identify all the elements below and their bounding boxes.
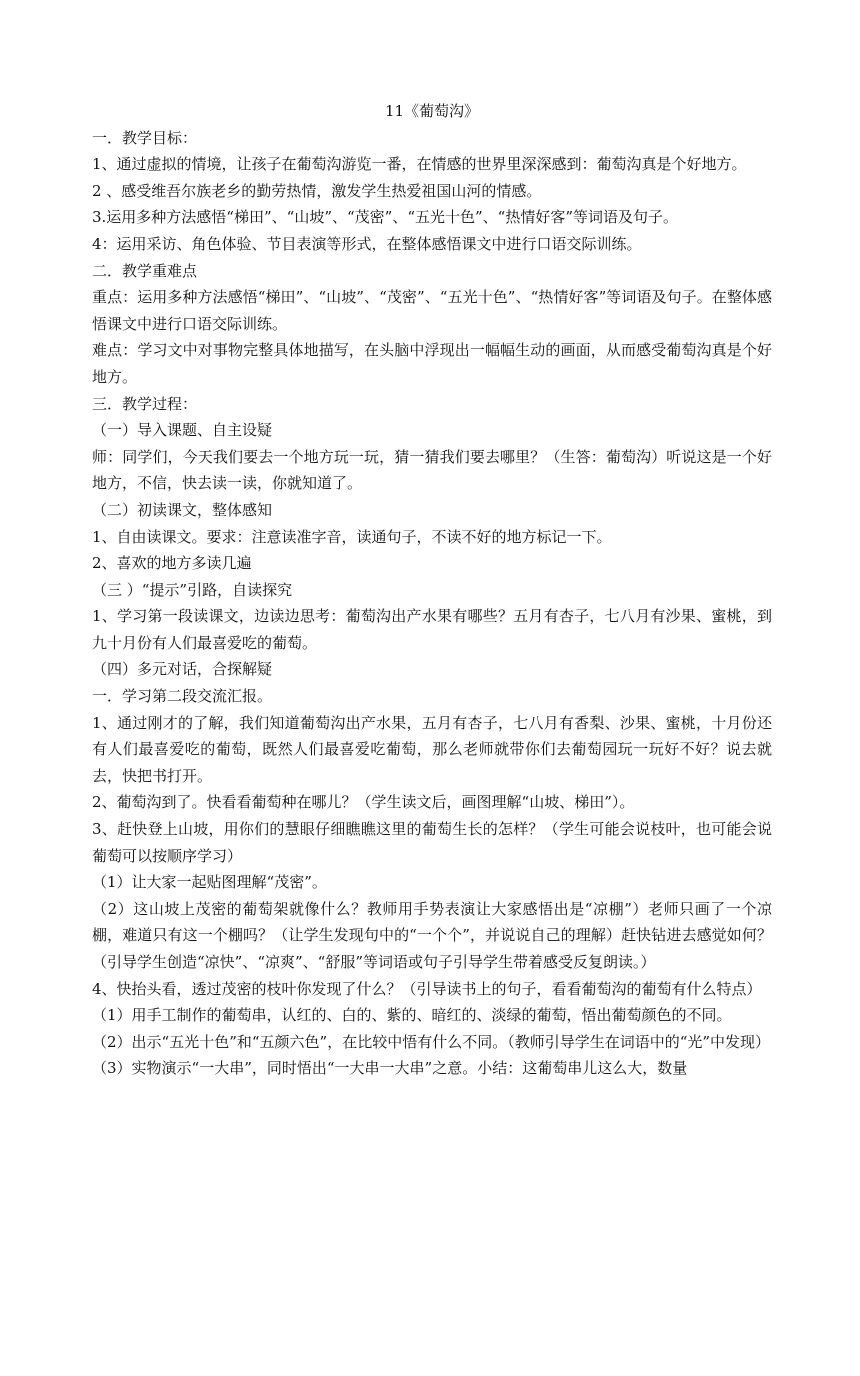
paragraph: 一．教学目标： (92, 128, 198, 147)
paragraph: 3.运用多种方法感悟“梯田”、“山坡”、“茂密”、“五光十色”、“热情好客”等词语及句子。 (92, 208, 678, 227)
paragraph: （2）出示“五光十色”和“五颜六色”，在比较中悟有什么不同。（教师引导学生在词语中的“光”中发现） (92, 1032, 771, 1051)
paragraph: 4：运用采访、角色体验、节目表演等形式，在整体感悟课文中进行口语交际训练。 (92, 234, 642, 253)
document-title: 11《葡萄沟》 (384, 102, 480, 120)
paragraph: 三．教学过程： (92, 394, 198, 413)
paragraph: 2、喜欢的地方多读几遍 (92, 554, 252, 573)
document-page (92, 98, 772, 1082)
paragraph: 一．学习第二段交流汇报。 (92, 687, 273, 706)
paragraph: （1）用手工制作的葡萄串，认红的、白的、紫的、暗红的、淡绿的葡萄，悟出葡萄颜色的不同。 (92, 1006, 732, 1025)
paragraph: 1、自由读课文。要求：注意读准字音，读通句子，不读不好的地方标记一下。 (92, 527, 612, 546)
paragraph: 二．教学重难点 (92, 261, 198, 280)
paragraph: 3、赶快登上山坡，用你们的慧眼仔细瞧瞧这里的葡萄生长的怎样？（学生可能会说枝叶，也可能会说葡萄可以按顺序学习） (92, 820, 772, 865)
paragraph: 2、葡萄沟到了。快看看葡萄种在哪儿？（学生读文后，画图理解“山坡、梯田”）。 (92, 793, 635, 812)
paragraph: 1、通过虚拟的情境，让孩子在葡萄沟游览一番，在情感的世界里深深感到：葡萄沟真是个好地方。 (92, 155, 747, 174)
document-body (92, 125, 772, 1082)
paragraph: （1）让大家一起贴图理解“茂密”。 (92, 873, 327, 892)
paragraph: （一）导入课题、自主设疑 (92, 421, 273, 440)
paragraph: （3）实物演示“一大串”，同时悟出“一大串一大串”之意。小结：这葡萄串儿这么大，数量 (92, 1059, 688, 1078)
paragraph: 2 、感受维吾尔族老乡的勤劳热情，激发学生热爱祖国山河的情感。 (92, 181, 542, 200)
paragraph: 1、学习第一段读课文，边读边思考：葡萄沟出产水果有哪些？五月有杏子，七八月有沙果、蜜桃，到九十月份有人们最喜爱吃的葡萄。 (92, 607, 772, 652)
paragraph: 难点：学习文中对事物完整具体地描写，在头脑中浮现出一幅幅生动的画面，从而感受葡萄沟真是个好地方。 (92, 341, 772, 386)
paragraph: （四）多元对话，合探解疑 (92, 660, 273, 679)
paragraph: 重点：运用多种方法感悟“梯田”、“山坡”、“茂密”、“五光十色”、“热情好客”等词语及句子。在整体感悟课文中进行口语交际训练。 (92, 288, 772, 333)
paragraph: 4、快抬头看，透过茂密的枝叶你发现了什么？（引导读书上的句子，看看葡萄沟的葡萄有什么特点） (92, 979, 762, 998)
paragraph: （二）初读课文，整体感知 (92, 500, 273, 519)
paragraph: 1、通过刚才的了解，我们知道葡萄沟出产水果，五月有杏子，七八月有香梨、沙果、蜜桃，十月份还有人们最喜爱吃的葡萄，既然人们最喜爱吃葡萄，那么老师就带你们去葡萄园玩一玩好不好？说去就去，快把书打开。 (92, 713, 772, 785)
paragraph: （三 ）“提示”引路，自读探究 (92, 580, 293, 599)
paragraph: 师：同学们，今天我们要去一个地方玩一玩，猜一猜我们要去哪里？（生答：葡萄沟）听说这是一个好地方，不信，快去读一读，你就知道了。 (92, 447, 772, 493)
paragraph: （2）这山坡上茂密的葡萄架就像什么？教师用手势表演让大家感悟出是“凉棚”）老师只画了一个凉棚，难道只有这一个棚吗？（让学生发现句中的“一个个”，并说说自己的理解）赶快钻进去感觉如何？（引导学生创造“凉快”、“凉爽”、“舒服”等词语或句子引导学生带着感受反复朗读。） (92, 899, 772, 971)
